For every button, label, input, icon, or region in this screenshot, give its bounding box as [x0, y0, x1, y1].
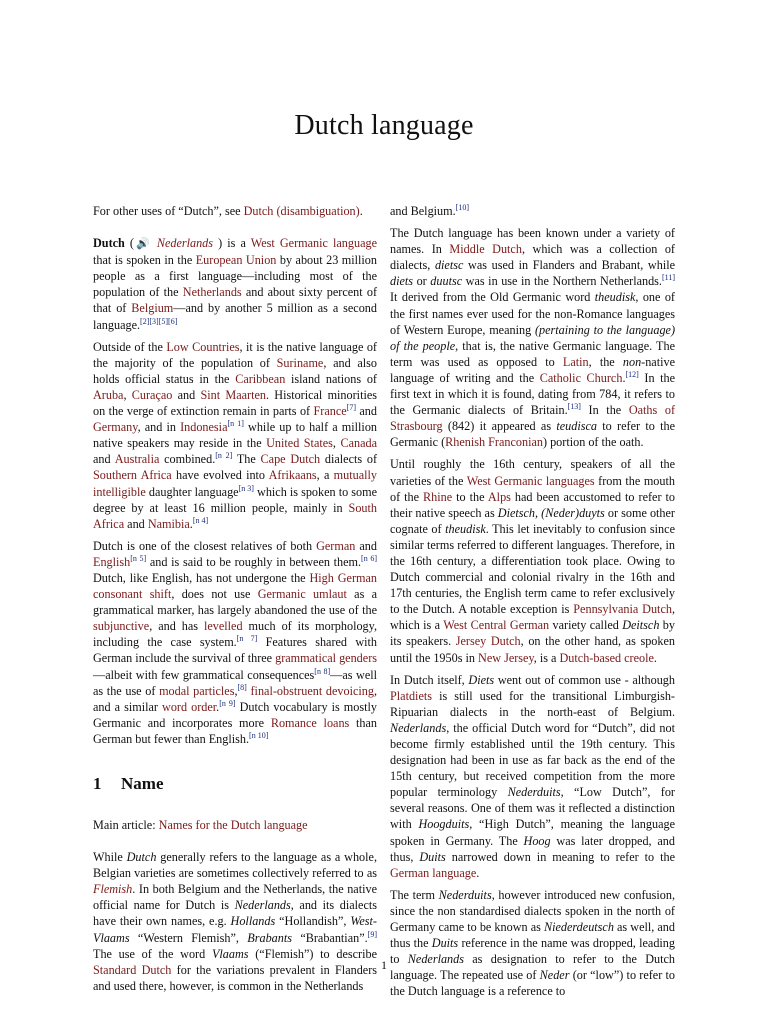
text: In the	[580, 403, 629, 418]
text: ,	[234, 683, 238, 698]
text: The Dutch language has been known under a variety of names. In	[390, 226, 675, 257]
text: and is said to be roughly in between them.	[146, 554, 362, 569]
text: was later dropped, and thus,	[390, 833, 675, 864]
text: .	[216, 699, 220, 714]
note-ref[interactable]: [n 4]	[192, 515, 209, 525]
link-west-germanic-languages[interactable]: West Germanic languages	[466, 473, 595, 488]
left-column	[93, 203, 377, 1000]
text: daughter language	[145, 484, 239, 499]
text: and	[356, 404, 377, 419]
paragraph-history-names	[390, 225, 675, 450]
link-suriname[interactable]: Suriname	[276, 355, 324, 370]
citation[interactable]: [2][3][5][6]	[140, 316, 178, 326]
text: that is spoken in the	[93, 253, 196, 268]
text: , it is the native language of the majority of the population of	[93, 339, 377, 370]
text: and Belgium.	[390, 204, 456, 218]
link-english[interactable]: English	[93, 554, 131, 569]
text: Features shared with German include the survival of three	[93, 635, 377, 666]
link-latin[interactable]: Latin	[562, 354, 589, 369]
text: and	[172, 387, 201, 402]
text: was in use in the Northern Netherlands.	[462, 274, 662, 289]
link-high-german-consonant-shift[interactable]: High German consonant shift	[93, 570, 377, 602]
text: .	[189, 516, 193, 531]
link-canada[interactable]: Canada	[340, 436, 377, 451]
italic-term: Nederlands	[390, 720, 447, 735]
link-france[interactable]: France	[313, 404, 347, 419]
italic-term: Niederdeutsch	[543, 920, 614, 935]
link-cape-dutch[interactable]: Cape Dutch	[260, 452, 321, 467]
text: , which was a collection of dialects,	[390, 242, 675, 273]
text: and	[355, 538, 377, 553]
text: or	[413, 274, 431, 289]
note-ref[interactable]: [n 2]	[215, 451, 233, 461]
text: In the first text in which it is found, dating from 784, it refers to the Germanic dialects of Britain.	[390, 370, 675, 418]
text: , that is, the native Germanic language. The term was used as opposed to	[390, 338, 676, 369]
text: , and also holds official status in the	[93, 355, 377, 386]
note-ref[interactable]: [n 6]	[361, 553, 378, 563]
link-modal-particles[interactable]: modal particles	[159, 683, 235, 698]
paragraph-nederduits	[390, 887, 675, 1000]
text: , the	[588, 354, 623, 369]
link-german-language[interactable]: German language	[390, 865, 477, 880]
text: or some other cognate of	[390, 505, 675, 536]
text: , on the other hand, as spoken until the 1950s in	[390, 634, 675, 665]
text: , and in	[137, 420, 181, 435]
link-middle-dutch[interactable]: Middle Dutch	[449, 242, 522, 257]
hatnote	[93, 203, 377, 219]
note-ref[interactable]: [n 5]	[130, 553, 147, 563]
link-european-union[interactable]: European Union	[195, 253, 277, 268]
link-west-central-german[interactable]: West Central German	[443, 618, 550, 633]
text: much of its morphology, including the case system.	[93, 619, 377, 650]
text: . This let inevitably to confusion since similar terms referred to different languages. Therefore, in the 16th century, a differentiation took place. Owing to Dutch commercial and colonial rivalry in the 16th and 17th centuries, the English term came to refer exclusively to the Dutch. A notable exception is	[390, 521, 675, 617]
link-caribbean[interactable]: Caribbean	[235, 371, 286, 386]
text: to the	[452, 489, 488, 504]
link-new-jersey[interactable]: New Jersey	[478, 650, 534, 665]
link-dutch-based-creole[interactable]: Dutch-based creole	[559, 650, 654, 665]
italic-term: duutsc	[430, 274, 463, 289]
text: The use of the word	[93, 946, 212, 961]
text: was used in Flanders and Brabant, while	[463, 258, 676, 273]
hatnote-text: .	[359, 204, 363, 218]
italic-term: Hoogduits	[418, 817, 470, 832]
link-flemish[interactable]: Flemish	[93, 882, 133, 897]
text: . Historical minorities on the verge of extinction remain in parts of	[93, 387, 377, 419]
text: by its speakers.	[390, 618, 675, 649]
paragraph-intro	[93, 235, 377, 333]
link-nederlands-audio[interactable]: Nederlands	[151, 236, 214, 251]
link-low-countries[interactable]: Low Countries	[166, 339, 240, 354]
text: to refer to the Germanic (	[390, 419, 675, 450]
text: went out of common use - although	[494, 672, 675, 687]
link-names-for-dutch[interactable]: Names for the Dutch language	[158, 818, 308, 832]
italic-term: Neder	[539, 968, 570, 983]
text: —as well as the use of	[93, 667, 377, 698]
section-number: 1	[93, 774, 102, 793]
text: .	[653, 650, 657, 665]
text: combined.	[159, 452, 216, 467]
link-netherlands[interactable]: Netherlands	[182, 285, 242, 300]
text: Dutch is one of the closest relatives of both	[93, 538, 317, 553]
text: , is a	[533, 650, 560, 665]
paragraph-16th-century	[390, 456, 675, 665]
italic-term: dietsc	[434, 258, 464, 273]
note-ref[interactable]: [n 9]	[219, 698, 236, 708]
text: is still used for the transitional Limburgish-Ripuarian dialects in the north-east of Belgium.	[390, 688, 675, 719]
link-rhenish-franconian[interactable]: Rhenish Franconian	[445, 435, 543, 450]
text: ,	[332, 436, 341, 451]
link-curacao[interactable]: Curaçao	[131, 387, 173, 402]
text: , “Low Dutch”, for several reasons. One of them was it reflected a distinction with	[390, 785, 675, 832]
citation[interactable]: [12]	[625, 369, 639, 379]
paragraph-diets	[390, 672, 675, 881]
italic-term: (pertaining to the language) of the people	[390, 322, 676, 353]
text: Until roughly the 16th century, speakers of all the varieties of the	[390, 457, 675, 488]
note-ref[interactable]: [n 3]	[238, 483, 254, 493]
italic-term: Nederduits	[438, 887, 492, 902]
text: , and has	[149, 619, 204, 634]
text: reference in the name was dropped, leading to	[390, 936, 675, 967]
right-column	[390, 203, 675, 1006]
link-oaths-of-strasbourg[interactable]: Oaths of Strasbourg	[390, 403, 675, 434]
paragraph-relatives	[93, 538, 377, 747]
link-dutch-disambiguation[interactable]: Dutch (disambiguation)	[243, 204, 360, 218]
text: variety called	[549, 618, 623, 633]
text: Dutch vocabulary is mostly Germanic and incorporates more	[93, 699, 377, 730]
link-romance-loans[interactable]: Romance loans	[270, 715, 350, 730]
link-pennsylvania-dutch[interactable]: Pennsylvania Dutch	[573, 602, 672, 617]
link-germanic-umlaut[interactable]: Germanic umlaut	[257, 587, 347, 602]
link-aruba[interactable]: Aruba	[93, 387, 124, 402]
text: .	[476, 865, 480, 880]
text: ) portion of the oath.	[542, 435, 644, 450]
text: , and its dialects have their own names, e.g.	[93, 898, 377, 929]
section-heading-name	[93, 773, 377, 795]
text: The	[232, 452, 261, 467]
link-rhine[interactable]: Rhine	[423, 489, 453, 504]
text: The term	[390, 887, 439, 902]
italic-term: Nederduits	[507, 785, 561, 800]
citation[interactable]: [10]	[455, 202, 469, 212]
paragraph-continuation	[390, 203, 675, 219]
text: It derived from the Old Germanic word	[390, 290, 595, 305]
text: “Brabantian”.	[292, 930, 368, 945]
note-ref[interactable]: [n 10]	[249, 730, 269, 740]
text: “Western Flemish”,	[129, 930, 248, 945]
text: (“Flemish”) to describe	[248, 946, 377, 961]
text: Main article:	[93, 818, 159, 832]
text: (or “low”) to refer to the Dutch language is a reference to	[390, 968, 675, 999]
italic-term: Duits	[431, 936, 459, 951]
note-ref[interactable]: [n 7]	[236, 634, 258, 644]
link-subjunctive[interactable]: subjunctive	[93, 619, 150, 634]
citation[interactable]: [7]	[346, 402, 356, 412]
text: and	[93, 452, 115, 467]
link-standard-dutch[interactable]: Standard Dutch	[93, 962, 172, 977]
article-title: Dutch language	[294, 110, 474, 141]
text: -native language of writing and the	[390, 354, 675, 385]
hatnote-text: For other uses of “Dutch”, see	[93, 204, 244, 218]
link-southern-africa[interactable]: Southern Africa	[93, 468, 172, 483]
note-ref[interactable]: [n 1]	[227, 419, 244, 429]
text: by about 23 million people as a first language—including most of the population of the	[93, 253, 377, 300]
citation[interactable]: [8]	[237, 682, 247, 692]
italic-term: diets	[390, 274, 414, 289]
text: . In both Belgium and the Netherlands, the native official name for Dutch is	[93, 882, 377, 913]
text: , does not use	[171, 587, 258, 602]
link-word-order[interactable]: word order	[162, 699, 217, 714]
link-levelled[interactable]: levelled	[203, 619, 243, 634]
link-sint-maarten[interactable]: Sint Maarten	[200, 387, 266, 402]
text: ) is a	[213, 236, 251, 251]
text: , a	[316, 468, 334, 483]
link-jersey-dutch[interactable]: Jersey Dutch	[455, 634, 521, 649]
italic-term: Duits	[419, 849, 446, 864]
italic-term: Deitsch	[622, 618, 660, 633]
term-dutch: Dutch	[93, 236, 125, 251]
italic-term: West-Vlaams	[93, 914, 377, 945]
link-final-obstruent-devoicing[interactable]: final-obstruent devoicing	[250, 683, 374, 698]
text: generally refers to the language as a whole, Belgian varieties are sometimes collectively referred to as	[93, 850, 377, 881]
text: —albeit with few grammatical consequences	[93, 667, 315, 682]
italic-term: Vlaams	[211, 946, 249, 961]
italic-term: theudisk	[594, 290, 636, 305]
italic-term: Hollands	[230, 914, 276, 929]
link-alps[interactable]: Alps	[487, 489, 511, 504]
text: and	[124, 516, 148, 531]
page-number: 1	[381, 958, 387, 972]
text: , however introduced new confusion, since the non standardised dialects spoken in the north of Germany came to be known as	[390, 887, 675, 935]
link-german[interactable]: German	[316, 538, 356, 553]
text: , the official Dutch word for “Dutch”, did not become firmly established until the 19th century. This designation had been in use as far back as the end of the 15th century, but received competition from the more popular terminology	[390, 720, 675, 800]
text: , “High Dutch”, meaning the language spoken in Germany. The	[390, 817, 675, 848]
link-mutually-intelligible[interactable]: mutually intelligible	[93, 468, 377, 499]
link-indonesia[interactable]: Indonesia	[180, 420, 228, 435]
text: , which is a	[390, 602, 675, 633]
text: “Hollandish”,	[275, 914, 351, 929]
italic-term: Dutch	[126, 850, 157, 865]
italic-term: Dietsch, (Neder)duyts	[497, 505, 605, 520]
text: .	[622, 370, 626, 385]
text: (842) it appeared as	[442, 419, 557, 434]
link-australia[interactable]: Australia	[114, 452, 160, 467]
italic-term: Nederlands	[407, 952, 464, 967]
section-title: Name	[121, 774, 164, 793]
text: (	[124, 236, 134, 251]
text: , one of the first names ever used for the non-Romance languages of Western Europe, meaning	[390, 290, 675, 337]
text: island nations of	[285, 371, 377, 386]
text: ,	[123, 387, 132, 402]
text: for the variations prevalent in Flanders and used there, however, is common in the Netherlands	[93, 962, 378, 993]
text: dialects of	[320, 452, 378, 467]
text: narrowed down in meaning to refer to the	[445, 849, 675, 864]
main-article-note	[93, 817, 377, 833]
text: from the mouth of the	[390, 473, 675, 504]
text: as a grammatical marker, has largely abandoned the use of the	[93, 587, 378, 618]
link-west-germanic-language[interactable]: West Germanic language	[250, 236, 377, 251]
text: have evolved into	[171, 468, 269, 483]
text: as well, and thus the	[390, 920, 675, 951]
text: had been accustomed to refer to their native speech as	[390, 489, 675, 520]
link-namibia[interactable]: Namibia	[147, 516, 190, 531]
speaker-icon[interactable]: 🔊	[133, 238, 152, 251]
citation[interactable]: [11]	[661, 273, 675, 283]
citation[interactable]: [9]	[367, 929, 377, 939]
text: than German but fewer than English.	[93, 715, 378, 746]
text: and about sixty percent of that of	[93, 285, 378, 316]
paragraph-distribution	[93, 339, 377, 532]
link-germany[interactable]: Germany	[93, 420, 138, 435]
italic-term: Diets	[468, 672, 495, 687]
link-catholic-church[interactable]: Catholic Church	[539, 370, 623, 385]
text: In Dutch itself,	[390, 672, 469, 687]
text: —and by another 5 million as a second language.	[93, 301, 377, 332]
italic-term: non	[622, 354, 642, 369]
italic-term: teudisca	[556, 419, 597, 434]
citation[interactable]: [13]	[567, 402, 581, 412]
text: While	[93, 850, 127, 865]
italic-term: Nederlands	[234, 898, 291, 913]
italic-term: theudisk	[445, 521, 486, 536]
text: as designation to refer to the Dutch language. The repeated use of	[390, 952, 676, 983]
link-united-states[interactable]: United States	[266, 436, 333, 451]
text: which is spoken to some degree by at least 16 million people, mainly in	[93, 484, 377, 515]
text: Outside of the	[93, 339, 167, 354]
text: while up to half a million native speakers may reside in the	[93, 420, 378, 451]
note-ref[interactable]: [n 8]	[314, 666, 331, 676]
link-afrikaans[interactable]: Afrikaans	[268, 468, 317, 483]
italic-term: Hoog	[523, 833, 551, 848]
link-belgium[interactable]: Belgium	[131, 301, 174, 316]
text: Dutch, like English, has not undergone the	[93, 570, 310, 585]
link-grammatical-genders[interactable]: grammatical genders	[275, 651, 377, 666]
italic-term: Brabants	[247, 930, 292, 945]
link-platdiets[interactable]: Platdiets	[390, 688, 432, 703]
link-south-africa[interactable]: South Africa	[93, 500, 377, 531]
text: , and a similar	[93, 683, 378, 714]
